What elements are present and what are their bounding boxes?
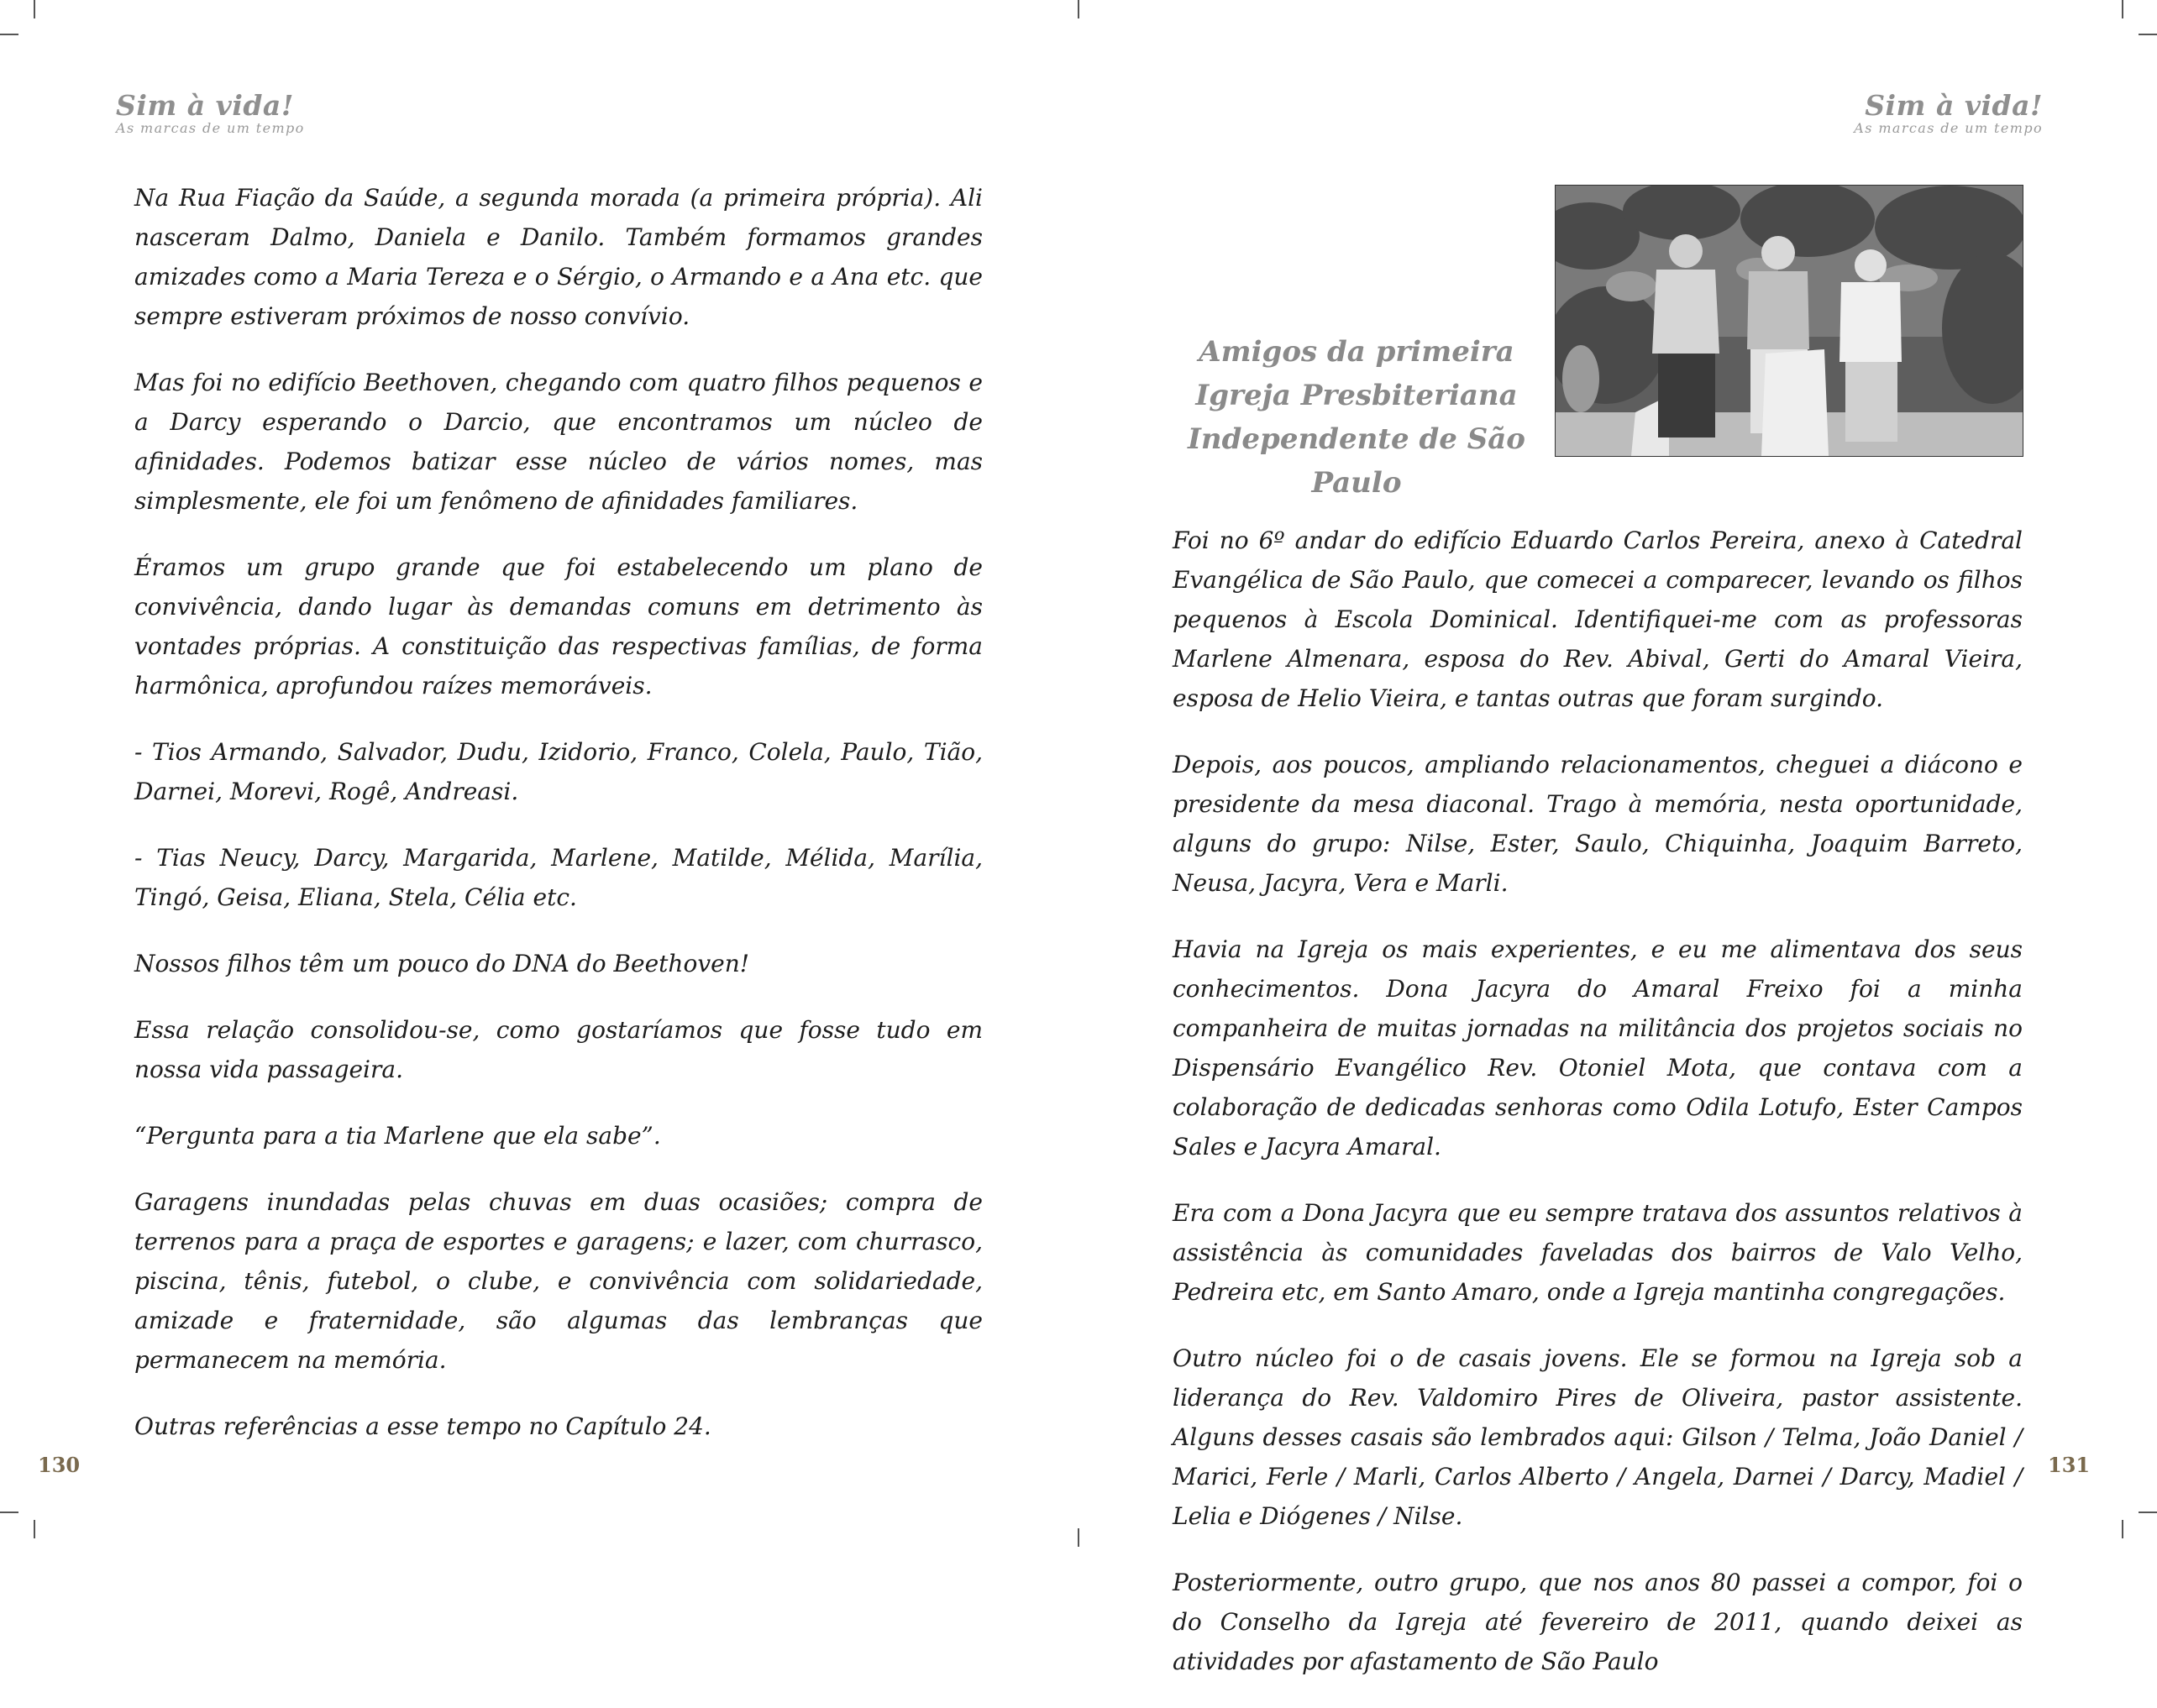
crop-mark — [2139, 1512, 2157, 1513]
paragraph: Outras referências a esse tempo no Capítulo 24. — [134, 1412, 711, 1440]
running-head-title: Sim à vida! — [1865, 89, 2043, 122]
paragraph: Mas foi no edifício Beethoven, chegando com quatro filhos pequenos e a Darcy esperando o Darcio, que encontramos um núcleo de afinidades. Podemos batizar esse núcleo de vários nomes, mas simplesmente, ele foi um fenômeno de afinidades familiares. — [134, 369, 983, 515]
page-number-right: 131 — [2048, 1453, 2091, 1477]
page-number-left: 130 — [38, 1453, 81, 1477]
photo-three-men — [1555, 185, 2023, 457]
crop-mark — [2122, 0, 2123, 18]
paragraph: - Tios Armando, Salvador, Dudu, Izidorio, Franco, Colela, Paulo, Tião, Darnei, Morevi, Rogê, Andreasi. — [134, 738, 983, 805]
paragraph: - Tias Neucy, Darcy, Margarida, Marlene, Matilde, Mélida, Marília, Tingó, Geisa, Eliana, Stela, Célia etc. — [134, 844, 983, 911]
paragraph: Nossos filhos têm um pouco do DNA do Beethoven! — [134, 950, 749, 977]
crop-mark — [0, 34, 18, 35]
crop-mark — [2122, 1520, 2123, 1538]
paragraph: Foi no 6º andar do edifício Eduardo Carlos Pereira, anexo à Catedral Evangélica de São Paulo, que comecei a comparecer, levando os filhos pequenos à Escola Dominical. Identifiquei-me com as professoras Marlene Almenara, esposa do Rev. Abival, Gerti do Amaral Vieira, esposa de Helio Vieira, e tantas outras que foram surgindo. — [1173, 527, 2023, 712]
paragraph: Outro núcleo foi o de casais jovens. Ele se formou na Igreja sob a liderança do Rev. Valdomiro Pires de Oliveira, pastor assistente. Alguns desses casais são lembrados aqui: Gilson / Telma, João Daniel / Marici, Ferle / Marli, Carlos Alberto / Angela, Darnei / Darcy, Madiel / Lelia e Diógenes / Nilse. — [1173, 1344, 2023, 1530]
running-head-subtitle: As marcas de um tempo — [1854, 120, 2043, 136]
paragraph: “Pergunta para a tia Marlene que ela sabe”. — [134, 1122, 661, 1150]
paragraph: Na Rua Fiação da Saúde, a segunda morada (a primeira própria). Ali nasceram Dalmo, Daniela e Danilo. Também formamos grandes amizades como a Maria Tereza e o Sérgio, o Armando e a Ana etc. que sempre estiveram próximos de nosso convívio. — [134, 184, 983, 330]
crop-mark — [2139, 34, 2157, 35]
right-page-body — [1173, 521, 2023, 1708]
paragraph: Essa relação consolidou-se, como gostaríamos que fosse tudo em nossa vida passageira. — [134, 1016, 983, 1083]
paragraph: Éramos um grupo grande que foi estabelecendo um plano de convivência, dando lugar às demandas comuns em detrimento às vontades próprias. A constituição das respectivas famílias, de forma harmônica, aprofundou raízes memoráveis. — [134, 553, 983, 699]
running-head-subtitle: As marcas de um tempo — [116, 120, 305, 136]
crop-mark — [0, 1512, 18, 1513]
paragraph: Era com a Dona Jacyra que eu sempre tratava dos assuntos relativos à assistência às comunidades faveladas dos bairros de Valo Velho, Pedreira etc, em Santo Amaro, onde a Igreja mantinha congregações. — [1173, 1199, 2023, 1306]
paragraph: Depois, aos poucos, ampliando relacionamentos, cheguei a diácono e presidente da mesa diaconal. Trago à memória, nesta oportunidade, alguns do grupo: Nilse, Ester, Saulo, Chiquinha, Joaquim Barreto, Neusa, Jacyra, Vera e Marli. — [1173, 751, 2023, 897]
paragraph: Posteriormente, outro grupo, que nos anos 80 passei a compor, foi o do Conselho da Igreja até fevereiro de 2011, quando deixei as atividades por afastamento de São Paulo — [1173, 1569, 2023, 1675]
running-head-title: Sim à vida! — [116, 89, 294, 122]
crop-mark — [1078, 1528, 1079, 1547]
running-head-right — [1854, 91, 2043, 136]
caption-line: Igreja Presbiteriana — [1195, 379, 1518, 412]
left-page-body — [134, 178, 983, 1473]
crop-mark — [34, 0, 35, 18]
crop-mark — [1078, 0, 1079, 18]
paragraph: Havia na Igreja os mais experientes, e eu me alimentava dos seus conhecimentos. Dona Jacyra do Amaral Freixo foi a minha companheira de muitas jornadas na militância dos projetos sociais no Dispensário Evangélico Rev. Otoniel Mota, que contava com a colaboração de dedicadas senhoras como Odila Lotufo, Ester Campos Sales e Jacyra Amaral. — [1173, 935, 2023, 1160]
crop-mark — [34, 1520, 35, 1538]
caption-line: Independente de São Paulo — [1188, 422, 1525, 500]
paragraph: Garagens inundadas pelas chuvas em duas ocasiões; compra de terrenos para a praça de esportes e garagens; e lazer, com churrasco, piscina, tênis, futebol, o clube, e convivência com solidariedade, amizade e fraternidade, são algumas das lembranças que permanecem na memória. — [134, 1188, 983, 1374]
photo-caption — [1163, 330, 1550, 505]
caption-line: Amigos da primeira — [1199, 335, 1514, 369]
running-head-left — [116, 91, 305, 136]
